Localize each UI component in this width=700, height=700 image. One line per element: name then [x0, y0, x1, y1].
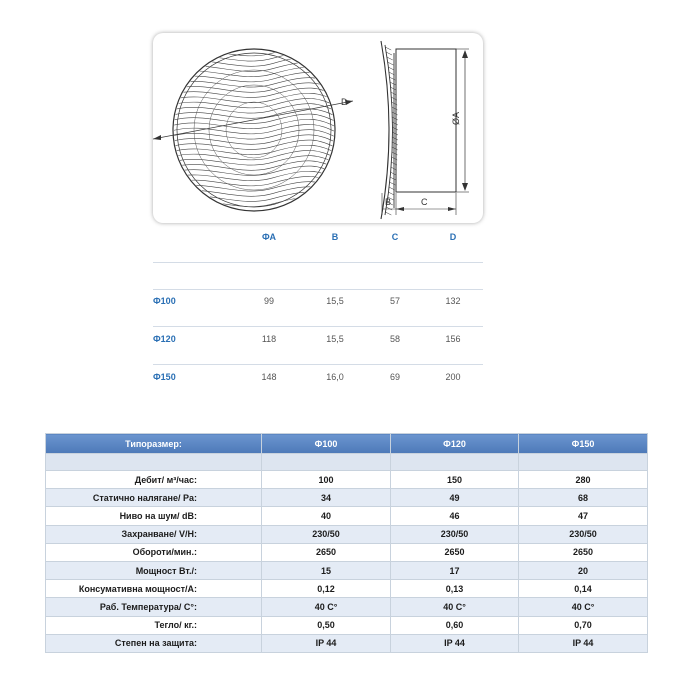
side-slat	[392, 152, 398, 155]
spec-value: 230/50	[391, 525, 519, 543]
spec-label: Обороти/мин.:	[46, 543, 262, 561]
spec-value: 46	[391, 507, 519, 525]
spacer-row	[46, 454, 648, 471]
technical-drawing-card	[153, 33, 483, 223]
spec-value: 40 С°	[519, 598, 648, 616]
header-c: C	[391, 232, 399, 242]
spec-value: 150	[391, 471, 519, 489]
value-b: 16,0	[326, 372, 344, 382]
grill-slat	[171, 197, 338, 206]
grill-slat	[171, 119, 338, 128]
spec-row-rpm	[46, 543, 648, 561]
spec-label: Тегло/ кг.:	[46, 616, 262, 634]
spec-value: 0,50	[262, 616, 391, 634]
label-b: B	[385, 197, 392, 207]
side-slat	[386, 207, 392, 210]
spec-value: 230/50	[519, 525, 648, 543]
grill-slat	[171, 145, 338, 154]
label-d: D	[341, 97, 348, 107]
divider	[153, 364, 483, 365]
spec-value: 0,13	[391, 580, 519, 598]
side-slat	[388, 192, 394, 195]
spec-label: Консумативна мощност/А:	[46, 580, 262, 598]
spec-row-power-supply	[46, 525, 648, 543]
dimensions-header	[153, 228, 483, 248]
spec-label: Степен на защита:	[46, 634, 262, 652]
header-size-label: Типоразмер:	[46, 434, 262, 454]
spec-value: 47	[519, 507, 648, 525]
spec-value: 34	[262, 489, 391, 507]
spec-label: Дебит/ м³/час:	[46, 471, 262, 489]
spec-value: 230/50	[262, 525, 391, 543]
side-slat	[390, 177, 396, 180]
spec-value: 0,70	[519, 616, 648, 634]
spec-value: 40 С°	[391, 598, 519, 616]
spec-value: IP 44	[391, 634, 519, 652]
grill-slat	[171, 166, 338, 175]
spec-label: Ниво на шум/ dB:	[46, 507, 262, 525]
header-b: B	[331, 232, 339, 242]
spec-label: Раб. Температура/ С°:	[46, 598, 262, 616]
spec-row-protection	[46, 634, 648, 652]
grill-front-view	[171, 46, 338, 211]
grill-slat	[171, 46, 338, 55]
fan-drawing	[153, 33, 483, 223]
spec-value: IP 44	[519, 634, 648, 652]
dimension-row	[153, 292, 483, 314]
value-a: 118	[261, 334, 277, 344]
spec-label: Захранване/ V/H:	[46, 525, 262, 543]
spec-value: 0,14	[519, 580, 648, 598]
side-slat	[390, 172, 396, 175]
model-name: Ф120	[153, 334, 176, 344]
model-name: Ф150	[153, 372, 176, 382]
spec-value: 2650	[262, 543, 391, 561]
grill-slat	[171, 98, 338, 107]
grill-slat	[171, 161, 338, 170]
spec-value: 15	[262, 561, 391, 579]
grill-slat	[171, 88, 338, 97]
b-c-dimensions	[382, 193, 456, 215]
spec-label: Статично налягане/ Pa:	[46, 489, 262, 507]
grill-slat	[171, 156, 338, 165]
spec-row-temperature	[46, 598, 648, 616]
value-c: 69	[389, 372, 400, 382]
divider	[153, 262, 483, 263]
value-d: 200	[445, 372, 461, 382]
spec-row-current	[46, 580, 648, 598]
divider	[153, 326, 483, 327]
value-b: 15,5	[326, 334, 344, 344]
value-d: 132	[445, 296, 461, 306]
grill-slat	[171, 192, 338, 201]
value-a: 99	[263, 296, 274, 306]
spec-value: IP 44	[262, 634, 391, 652]
grill-side-view	[381, 41, 469, 219]
value-a: 148	[261, 372, 277, 382]
spec-value: 40 С°	[262, 598, 391, 616]
model-name: Ф100	[153, 296, 176, 306]
spec-value: 0,60	[391, 616, 519, 634]
spec-value: 280	[519, 471, 648, 489]
spec-row-static-pressure	[46, 489, 648, 507]
label-c: C	[421, 197, 428, 207]
value-d: 156	[445, 334, 461, 344]
value-c: 58	[389, 334, 400, 344]
grill-slat	[171, 124, 338, 133]
grill-slat	[171, 83, 338, 92]
value-b: 15,5	[326, 296, 344, 306]
divider	[153, 289, 483, 290]
specifications-table	[45, 433, 648, 653]
side-slat	[385, 212, 391, 215]
spec-value: 2650	[391, 543, 519, 561]
dimension-row	[153, 330, 483, 352]
header-model-120: Ф120	[391, 434, 519, 454]
spec-value: 100	[262, 471, 391, 489]
spec-row-weight	[46, 616, 648, 634]
spec-value: 40	[262, 507, 391, 525]
header-d: D	[449, 232, 457, 242]
spec-value: 0,12	[262, 580, 391, 598]
spec-row-noise	[46, 507, 648, 525]
header-phi-a: ФА	[262, 232, 276, 242]
label-phi-a: ØA	[451, 111, 461, 125]
spec-value: 68	[519, 489, 648, 507]
grill-slat	[171, 187, 338, 196]
spec-value: 49	[391, 489, 519, 507]
header-model-100: Ф100	[262, 434, 391, 454]
dimension-row	[153, 368, 483, 390]
specs-header-row	[46, 434, 648, 454]
side-slat	[392, 147, 398, 150]
phi-a-dimension	[451, 50, 468, 191]
spec-value: 17	[391, 561, 519, 579]
spec-row-power	[46, 561, 648, 579]
grill-slat	[171, 57, 338, 66]
spec-value: 2650	[519, 543, 648, 561]
spec-value: 20	[519, 561, 648, 579]
header-model-150: Ф150	[519, 434, 648, 454]
spec-row-airflow	[46, 471, 648, 489]
grill-slat	[171, 93, 338, 102]
value-c: 57	[389, 296, 400, 306]
grill-slat	[171, 150, 338, 159]
grill-slat	[171, 135, 338, 144]
spec-label: Мощност Вт./:	[46, 561, 262, 579]
